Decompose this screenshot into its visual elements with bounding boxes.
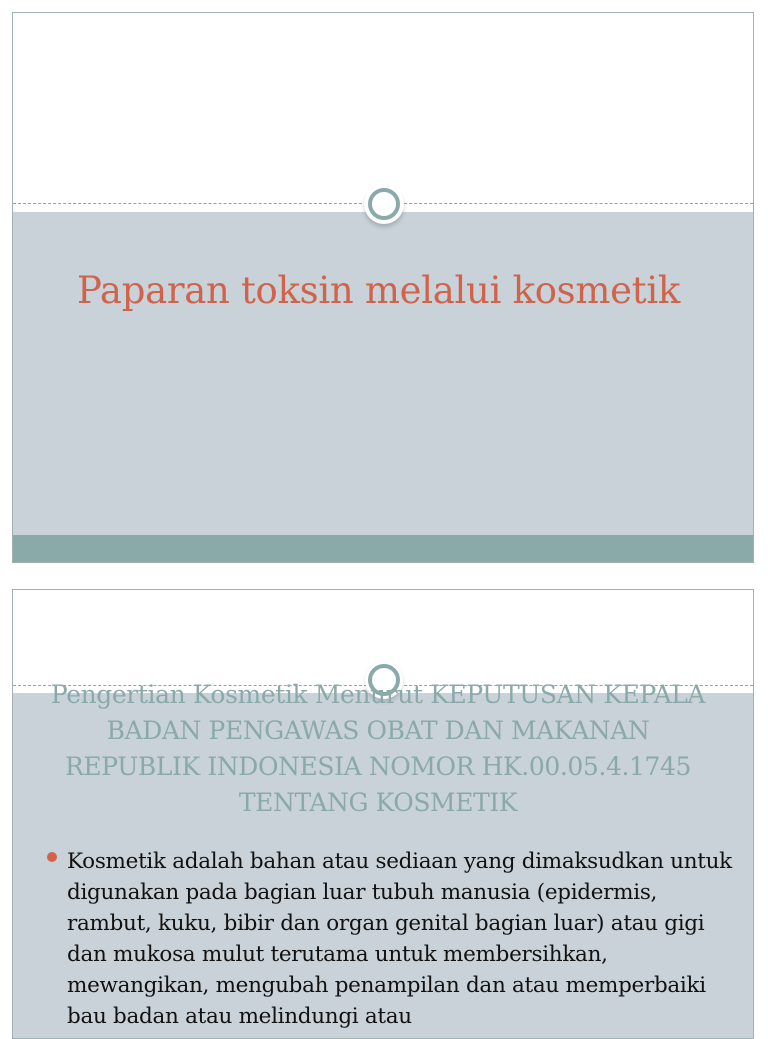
slide-1 xyxy=(12,12,754,563)
bullet-text: Kosmetik adalah bahan atau sediaan yang dimaksudkan untuk digunakan pada bagian luar tubuh manusia (epidermis, rambut, kuku, bibir dan organ genital bagian luar) atau gigi dan mukosa mulut terutama untuk membersihkan, mewangikan, mengubah penampilan dan atau memperbaiki bau badan atau melindungi atau xyxy=(67,849,732,1029)
slide-title-band xyxy=(13,212,753,537)
slide-2 xyxy=(12,589,754,1039)
ring-ornament-icon xyxy=(368,188,400,220)
bullet-dot-icon xyxy=(47,852,57,862)
slide-title: Paparan toksin melalui kosmetik xyxy=(77,269,680,312)
slide-header-area xyxy=(13,13,753,212)
slide-heading: Pengertian Kosmetik Menurut KEPUTUSAN KEPALA BADAN PENGAWAS OBAT DAN MAKANAN REPUBLIK INDONESIA NOMOR HK.00.05.4.1745 TENTANG KOSMETIK xyxy=(50,680,706,817)
bullet-item xyxy=(47,846,737,1032)
slide-footer-bar xyxy=(13,535,753,562)
